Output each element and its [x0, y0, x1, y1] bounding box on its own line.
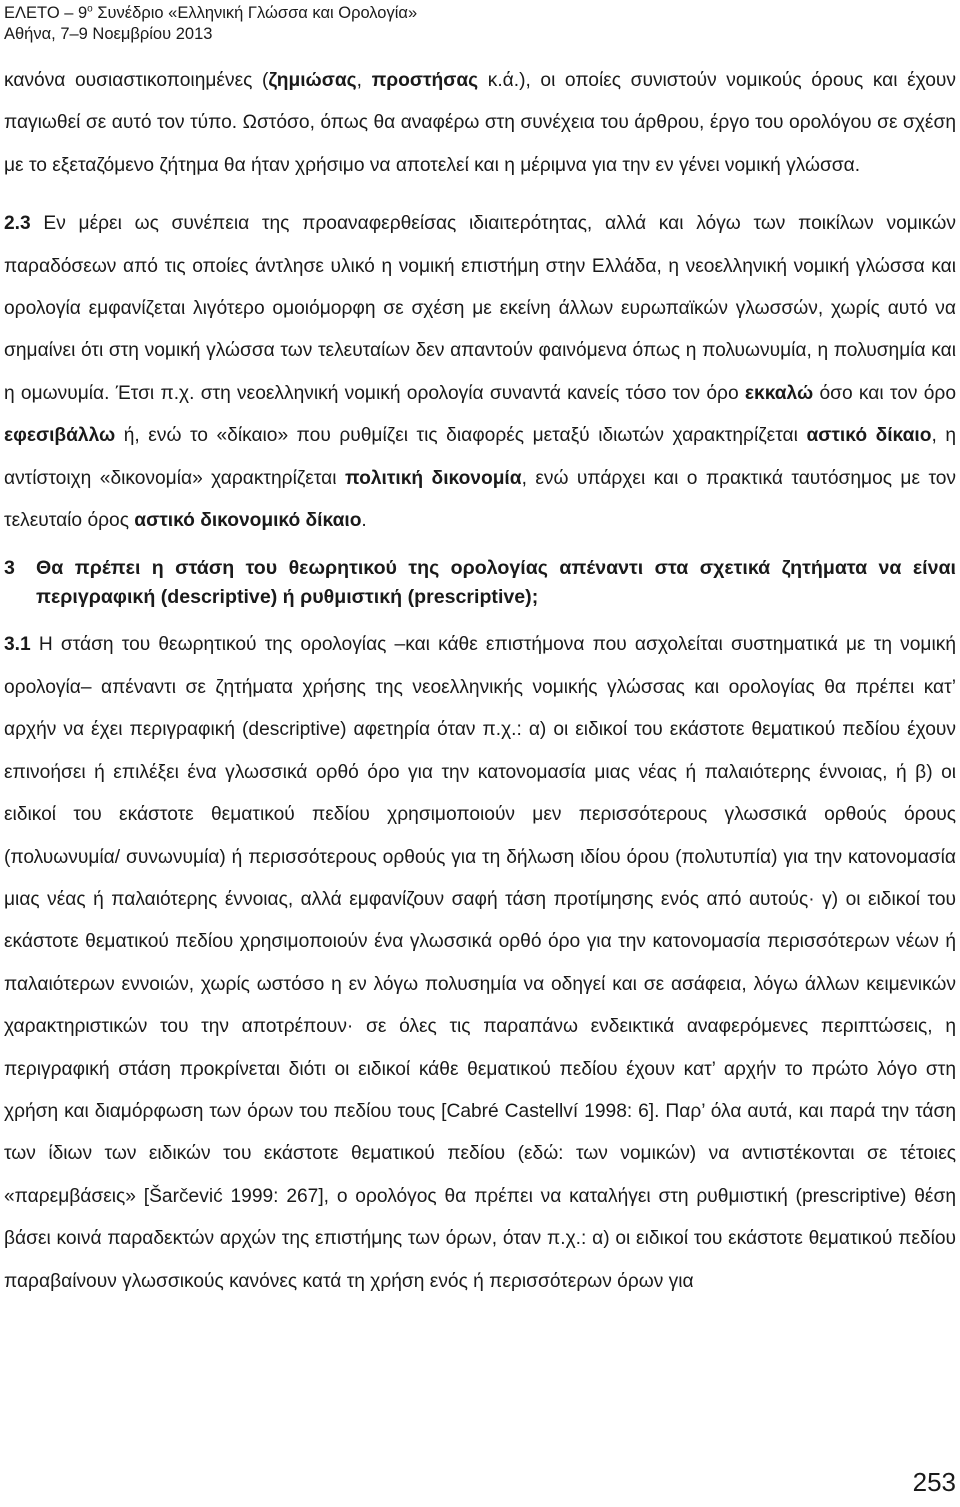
paragraph-continuation: κανόνα ουσιαστικοποιημένες (ζημιώσας, προστήσας κ.ά.), οι οποίες συνιστούν νομικούς όρους και έχουν παγιωθεί σε αυτό τον τύπο. Ωστόσο, όπως θα αναφέρω στη συνέχεια του άρθρου, έργο του ορολόγου σε σχέση με το εξεταζόμενο ζήτημα θα ήταν χρήσιμο να αποτελεί και η μέριμνα για την εν γένει νομική γλώσσα. [4, 70, 956, 176]
section-number: 2.3 [4, 213, 31, 235]
section-number: 3.1 [4, 634, 31, 656]
term-bold: αστικό δικονομικό δίκαιο [134, 510, 362, 532]
heading-text: Θα πρέπει η στάση του θεωρητικού της ορολογίας απέναντι στα σχετικά ζητήματα να είναι περιγραφική (descriptive) ή ρυθμιστική (prescriptive); [36, 557, 956, 609]
term-bold: εφεσιβάλλω [4, 425, 116, 447]
term-bold: αστικό δίκαιο [806, 425, 932, 447]
term-bold: πολιτική δικονομία [344, 467, 522, 489]
term-bold: εκκαλώ [744, 382, 814, 404]
running-header [4, 3, 417, 45]
header-conference-line: ΕΛΕΤΟ – $9^o$ Συνέδριο «Ελληνική Γλώσσα και Ορολογία» [4, 3, 418, 22]
ordinal-superscript: ο [87, 3, 93, 15]
section-heading-3 [4, 554, 956, 612]
heading-number: 3 [4, 557, 15, 580]
page-number: 253 [912, 1467, 956, 1497]
paragraph-2-3: 2.3 Εν μέρει ως συνέπεια της προαναφερθείσας ιδιαιτερότητας, αλλά και λόγω των ποικίλων νομικών παραδόσεων από τις οποίες άντλησε υλικό η νομική επιστήμη στην Ελλάδα, η νεοελληνική νομική γλώσσα και ορολογία εμφανίζεται λιγότερο ομοιόμορφη σε σχέση με εκείνη άλλων ευρωπαϊκών γλωσσών, χωρίς αυτό να σημαίνει ότι στη νομική γλώσσα των τελευταίων δεν απαντούν φαινόμενα όπως η πολυωνυμία, η πολυσημία και η ομωνυμία. Έτσι π.χ. στη νεοελληνική νομική ορολογία συναντά κανείς τόσο τον όρο εκκαλώ όσο και τον όρο εφεσιβάλλω ή, ενώ το «δίκαιο» που ρυθμίζει τις διαφορές μεταξύ ιδιωτών χαρακτηρίζεται αστικό δίκαιο, η αντίστοιχη «δικονομία» χαρακτηρίζεται πολιτική δικονομία, ενώ υπάρχει και ο πρακτικά ταυτόσημος με τον τελευταίο όρος αστικό δικονομικό δίκαιο. [4, 213, 957, 532]
paragraph-3-1: 3.1 Η στάση του θεωρητικού της ορολογίας –και κάθε επιστήμονα που ασχολείται συστηματικά με τη νομική ορολογία– απέναντι σε ζητήματα χρήσης της νεοελληνικής νομικής γλώσσας και ορολογίας θα πρέπει κατ’ αρχήν να έχει περιγραφική (descriptive) αφετηρία όταν π.χ.: α) οι ειδικοί του εκάστοτε θεματικού πεδίου έχουν επινοήσει ή επιλέξει ένα γλωσσικά ορθό όρο για την κατονομασία μιας νέας ή παλαιότερης έννοιας, ή β) οι ειδικοί του εκάστοτε θεματικού πεδίου χρησιμοποιούν μεν περισσότερους γλωσσικά ορθούς όρους (πολυωνυμία/ συνωνυμία) ή περισσότερους ορθούς για τη δήλωση ιδίου όρου (πολυτυπία) για την κατονομασία μιας νέας ή παλαιότερης έννοιας, αλλά εμφανίζουν σαφή τάση προτίμησης ενός από αυτούς· γ) οι ειδικοί του εκάστοτε θεματικού πεδίου χρησιμοποιούν ένα γλωσσικά ορθό όρο για την κατονομασία περισσότερων νέων ή παλαιότερων εννοιών, χωρίς ωστόσο η εν λόγω πολυσημία να οδηγεί και σε ασάφεια, λόγω άλλων κειμενικών χαρακτηριστικών του την αποτρέπουν· σε όλες τις παραπάνω ενδεικτικά αναφερόμενες περιπτώσεις, η περιγραφική στάση προκρίνεται διότι οι ειδικοί κάθε θεματικού πεδίου έχουν κατ’ αρχήν το πρώτο λόγο στη χρήση και διαμόρφωση των όρων του πεδίου τους [Cabré Castellví 1998: 6]. Παρ’ όλα αυτά, και παρά την τάση των ίδιων των ειδικών του εκάστοτε θεματικού πεδίου (εδώ: των νομικών) να αντιστέκονται σε τέτοιες «παρεμβάσεις» [Šarčević 1999: 267], ο ορολόγος θα πρέπει να καταλήγει στη ρυθμιστική (prescriptive) θέση βάσει κοινά παραδεκτών αρχών της επιστήμης των όρων, όταν π.χ.: α) οι ειδικοί του εκάστοτε θεματικού πεδίου παραβαίνουν γλωσσικούς κανόνες κατά τη χρήση ενός ή περισσότερων όρων για [4, 634, 956, 1292]
body-text [4, 60, 956, 1303]
header-date-line: Αθήνα, 7–9 Νοεμβρίου 2013 [4, 25, 213, 43]
